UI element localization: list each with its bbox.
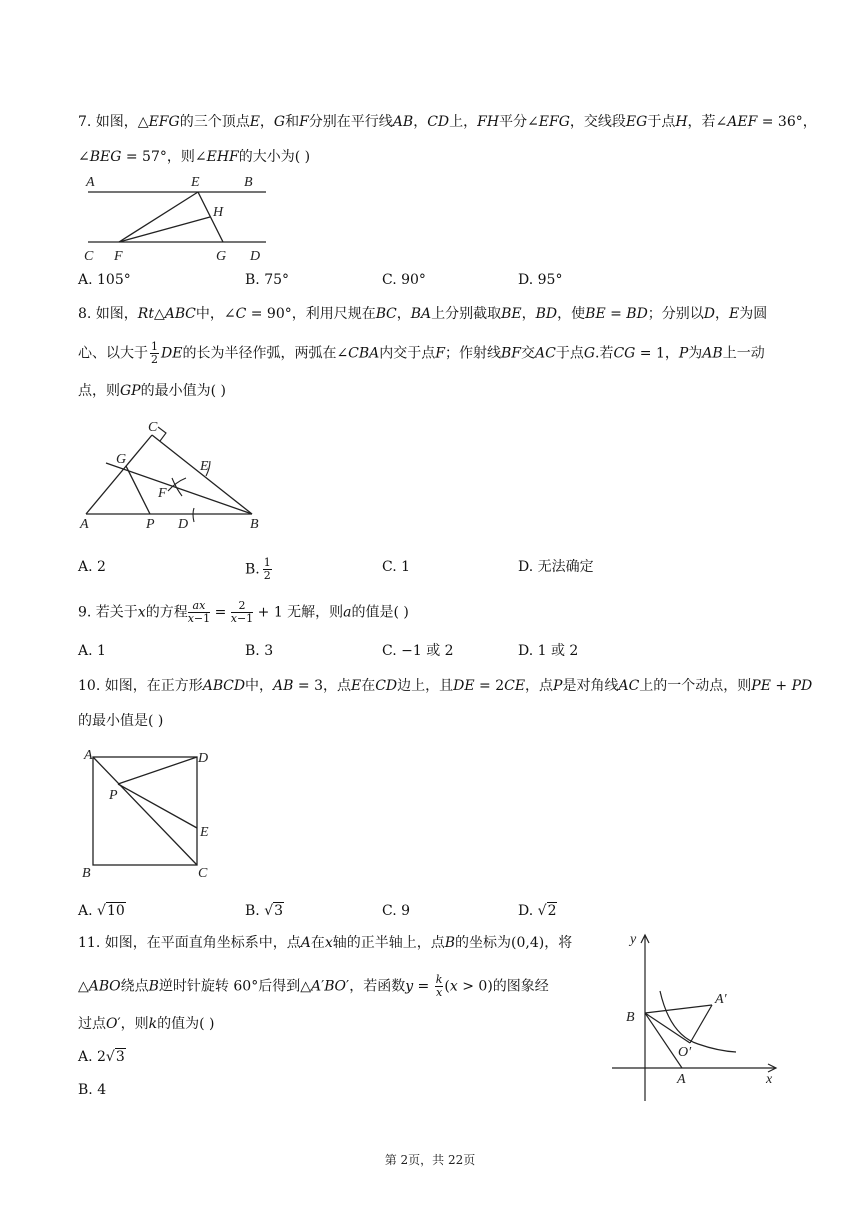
q7-stem-line2: ∠𝐵𝐸𝐺 = 57°，则∠𝐸𝐻𝐹的大小为( ) (78, 149, 311, 165)
q8-stem-line2 (78, 341, 765, 366)
q7-option-b: B. 75° (245, 272, 290, 288)
q9-option-b: B. 3 (245, 643, 274, 659)
q8-option-b-label: B. (245, 561, 260, 578)
q9-option-a: A. 1 (78, 643, 106, 659)
q11-option-a (78, 1047, 126, 1067)
q7-label-A: A (86, 175, 95, 190)
q10-label-D: D (198, 751, 209, 766)
q9-equals: = (210, 604, 231, 621)
q11-fraction-num: 𝑘 (435, 973, 443, 986)
q10-option-a-prefix: A. (78, 903, 98, 919)
q9-stem-start: 9. 若关于𝑥的方程 (78, 604, 188, 621)
q11-stem-line3: 过点𝑂′，则𝑘的值为( ) (78, 1016, 215, 1032)
q10-option-c: C. 9 (382, 903, 411, 919)
q10-label-P: P (109, 788, 118, 803)
q7-label-B: B (244, 175, 253, 190)
q11-stem-line2 (78, 974, 549, 999)
q7-label-D: D (250, 249, 261, 264)
q8-stem-line1: 8. 如图，𝑅𝑡△𝐴𝐵𝐶中，∠𝐶 = 90°，利用尺规在𝐵𝐶，𝐵𝐴上分别截取𝐵𝐸，𝐵𝐷，使𝐵𝐸 = 𝐵𝐷；分别以𝐷，𝐸为圆 (78, 306, 768, 322)
page-footer: 第 2页，共 22页 (384, 1153, 476, 1167)
q10-option-a-radicand: 10 (106, 903, 125, 919)
q10-label-C: C (198, 866, 208, 881)
q9-fraction-left (188, 600, 210, 625)
q11-stem-line2-end: (𝑥 > 0)的图象经 (444, 978, 549, 995)
q11-figure (608, 925, 788, 1114)
q10-option-b-sqrt-sign: √ (264, 903, 274, 919)
q8-stem-line2-start: 心、以大于 (78, 345, 148, 362)
q10-label-E: E (200, 825, 209, 840)
q8-label-E: E (200, 459, 209, 474)
q8-label-C: C (148, 420, 158, 435)
q9-fraction-left-den: 𝑥−1 (187, 612, 211, 625)
q10-option-a-sqrt-sign: √ (97, 903, 106, 919)
q8-stem-line2-end: 𝐷𝐸的长为半径作弧，两弧在∠𝐶𝐵𝐴内交于点𝐹；作射线𝐵𝐹交𝐴𝐶于点𝐺.若𝐶𝐺 = 1，𝑃为𝐴𝐵上一动 (161, 345, 765, 362)
q8-option-c: C. 1 (382, 559, 411, 575)
q8-option-b-numerator: 1 (263, 556, 271, 569)
q10-option-b-prefix: B. (245, 903, 265, 919)
q8-option-b-fraction (263, 557, 272, 582)
q8-option-a: A. 2 (78, 559, 106, 575)
q8-fraction-half (150, 341, 159, 366)
q9-stem-end: + 1 无解，则𝑎的值是( ) (253, 604, 409, 621)
q8-stem-line3: 点，则𝐺𝑃的最小值为( ) (78, 383, 226, 399)
q8-label-F: F (158, 486, 167, 501)
q7-label-G: G (216, 249, 227, 264)
q11-label-y: y (630, 932, 637, 947)
q10-option-a (78, 901, 126, 921)
q11-stem-line1: 11. 如图，在平面直角坐标系中，点𝐴在𝑥轴的正半轴上，点𝐵的坐标为(0,4)，将 (78, 935, 573, 951)
q7-figure (80, 172, 270, 271)
q10-option-b (245, 901, 284, 921)
q10-stem-line1: 10. 如图，在正方形𝐴𝐵𝐶𝐷中，𝐴𝐵 = 3，点𝐸在𝐶𝐷边上，且𝐷𝐸 = 2𝐶𝐸，点𝑃是对角线𝐴𝐶上的一个动点，则𝑃𝐸 + 𝑃𝐷 (78, 678, 813, 694)
q8-option-b (245, 557, 272, 582)
q9-fraction-right-num: 2 (231, 600, 253, 613)
q11-fraction-den: 𝑥 (435, 986, 443, 999)
q11-fraction-k-x (435, 974, 444, 999)
q7-option-c: C. 90° (382, 272, 426, 288)
q8-label-P: P (146, 517, 155, 532)
q11-option-a-radicand: 3 (115, 1049, 125, 1065)
q10-option-b-radicand: 3 (274, 903, 284, 919)
q10-figure (78, 744, 218, 888)
q9-fraction-right (231, 600, 253, 625)
q9-fraction-left-num: 𝑎𝑥 (188, 600, 210, 613)
q11-option-a-prefix: A. 2 (78, 1049, 106, 1065)
q11-label-x: x (766, 1072, 773, 1087)
q7-label-F: F (114, 249, 123, 264)
q10-option-d-prefix: D. (518, 903, 538, 919)
q9-option-c: C. −1 或 2 (382, 643, 454, 659)
q8-option-d: D. 无法确定 (518, 559, 594, 575)
q8-figure (76, 416, 276, 540)
q7-label-E: E (191, 175, 200, 190)
q10-option-d (518, 901, 557, 921)
q8-label-D: D (178, 517, 189, 532)
q11-option-a-sqrt-sign: √ (105, 1049, 115, 1065)
q11-label-O-prime: O′ (678, 1045, 692, 1060)
q9-stem (78, 600, 409, 625)
q11-option-b: B. 4 (78, 1082, 107, 1098)
q11-stem-line2-start: △𝐴𝐵𝑂绕点𝐵逆时针旋转 60°后得到△𝐴′𝐵𝑂′，若函数𝑦 = (78, 978, 434, 995)
q8-fraction-numerator: 1 (151, 340, 158, 353)
q10-option-d-sqrt-sign: √ (537, 903, 547, 919)
q7-label-C: C (84, 249, 94, 264)
q9-fraction-right-den: 𝑥−1 (230, 612, 254, 625)
q8-option-b-denominator: 2 (263, 569, 271, 582)
q10-option-d-radicand: 2 (547, 903, 557, 919)
q8-fraction-denominator: 2 (151, 353, 158, 366)
q7-option-a: A. 105° (78, 272, 131, 288)
q8-label-G: G (116, 452, 127, 467)
q10-stem-line2: 的最小值是( ) (78, 713, 164, 729)
q8-label-B: B (250, 517, 259, 532)
q8-label-A: A (80, 517, 89, 532)
q7-label-H: H (213, 205, 224, 220)
q11-label-B: B (626, 1010, 635, 1025)
q9-option-d: D. 1 或 2 (518, 643, 579, 659)
q7-stem-line1: 7. 如图，△𝐸𝐹𝐺的三个顶点𝐸，𝐺和𝐹分别在平行线𝐴𝐵，𝐶𝐷上，𝐹𝐻平分∠𝐸𝐹𝐺，交线段𝐸𝐺于点𝐻，若∠𝐴𝐸𝐹 = 36°， (78, 114, 817, 130)
q10-label-B: B (82, 866, 91, 881)
q10-label-A: A (84, 748, 93, 763)
q11-label-A: A (677, 1072, 686, 1087)
q11-label-A-prime: A′ (715, 992, 727, 1007)
q7-option-d: D. 95° (518, 272, 563, 288)
